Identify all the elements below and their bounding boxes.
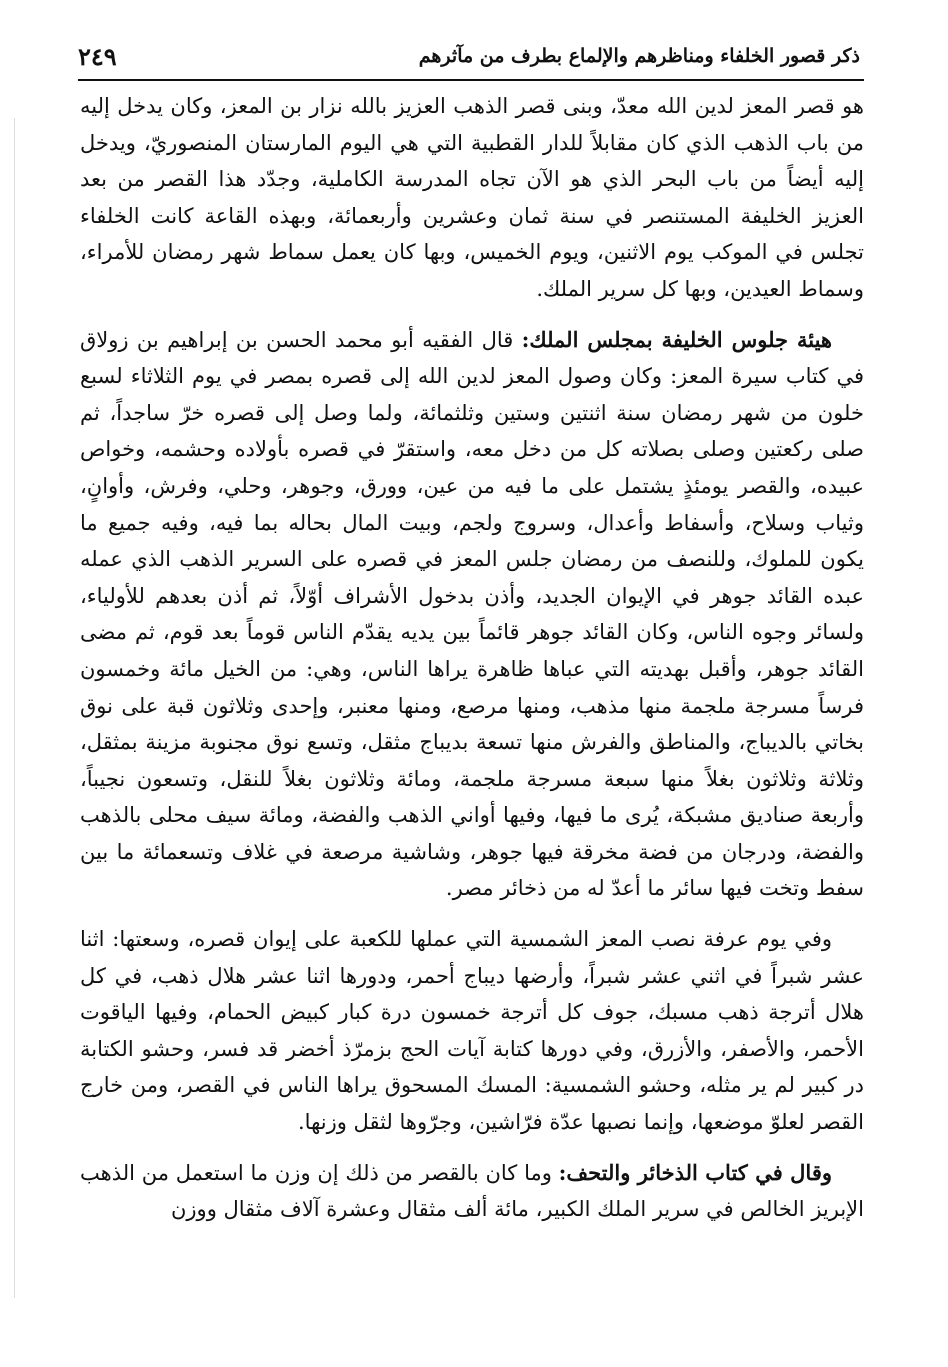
paragraph-1-text: هو قصر المعز لدين الله معدّ، وبنى قصر الذهب العزيز بالله نزار بن المعز، وكان يدخل إليه من باب الذهب الذي كان مقابلاً للدار القطبية التي هي اليوم المارستان المنصوريّ، ويدخل إليه أيضاً من باب البحر الذي هو الآن تجاه المدرسة الكاملية، وجدّد هذا القصر من بعد العزيز الخليفة المستنصر في سنة ثمان وعشرين وأربعمائة، وبهذه القاعة كانت الخلفاء تجلس في الموكب يوم الاثنين، ويوم الخميس، وبها كان يعمل سماط شهر رمضان للأمراء، وسماط العيدين، وبها كل سرير الملك. — [80, 94, 864, 301]
header-divider — [78, 79, 864, 81]
gutter-line — [14, 118, 15, 1298]
running-head — [78, 36, 860, 76]
paragraph-3 — [80, 921, 864, 1141]
body-text — [80, 88, 864, 1228]
paragraph-1 — [80, 88, 864, 308]
paragraph-4-heading: وقال في كتاب الذخائر والتحف: — [558, 1159, 832, 1185]
paragraph-2-heading: هيئة جلوس الخليفة بمجلس الملك: — [521, 326, 832, 352]
paragraph-4-text: وما كان بالقصر من ذلك إن وزن ما استعمل من الذهب الإبريز الخالص في سرير الملك الكبير، مائة ألف مثقال وعشرة آلاف مثقال ووزن — [80, 1160, 864, 1222]
paragraph-2 — [80, 322, 864, 908]
paragraph-3-text: وفي يوم عرفة نصب المعز الشمسية التي عملها للكعبة على إيوان قصره، وسعتها: اثنا عشر شبراً في اثني عشر شبراً، وأرضها ديباج أحمر، ودورها اثنا عشر هلال ذهب، في كل هلال أترجة ذهب مسبك، جوف كل أترجة خمسون درة كبار كبيض الحمام، وفيها الياقوت الأحمر، والأصفر، والأزرق، وفي دورها كتابة آيات الحج بزمرّذ أخضر قد فسر، وحشو الكتابة در كبير لم ير مثله، وحشو الشمسية: المسك المسحوق يراها الناس في القصر، ومن خارج القصر لعلوّ موضعها، وإنما نصبها عدّة فرّاشين، وجرّوها لثقل وزنها. — [80, 927, 864, 1135]
paragraph-2-text: قال الفقيه أبو محمد الحسن بن إبراهيم بن زولاق في كتاب سيرة المعز: وكان وصول المعز لدين الله إلى قصره بمصر في يوم الثلاثاء لسبع خلون من شهر رمضان سنة اثنتين وستين وثلثمائة، ولما وصل إلى قصره خرّ ساجداً، ثم صلى ركعتين وصلى بصلاته كل من دخل معه، واستقرّ في قصره بأولاده وحشمه، وخواص عبيده، والقصر يومئذٍ يشتمل على ما فيه من عين، وورق، وجوهر، وحلي، وفرش، وأوانٍ، وثياب وسلاح، وأسفاط وأعدال، وسروج ولجم، وبيت المال بحاله بما فيه، وفيه جميع ما يكون للملوك، وللنصف من رمضان جلس المعز في قصره على السرير الذهب الذي عمله عبده القائد جوهر في الإيوان الجديد، وأذن بدخول الأشراف أوّلاً، ثم أذن بعدهم للأولياء، ولسائر وجوه الناس، وكان القائد جوهر قائماً بين يديه يقدّم الناس قوماً بعد قوم، ثم مضى القائد جوهر، وأقبل بهديته التي عباها ظاهرة يراها الناس، وهي: من الخيل مائة وخمسون فرساً مسرجة ملجمة منها مذهب، ومنها مرصع، ومنها معنبر، وإحدى وثلاثون قبة على نوق بخاتي بالديباج، والمناطق والفرش منها تسعة بديباج مثقل، وتسع نوق مجنوبة مزينة بمثقل، وثلاثة وثلاثون بغلاً منها سبعة مسرجة ملجمة، ومائة وثلاثون بغلاً للنقل، وتسعون نجيباً، وأربعة صناديق مشبكة، يُرى ما فيها، وفيها أواني الذهب والفضة، ومائة سيف محلى بالذهب والفضة، ودرجان من فضة مخرقة فيها جوهر، وشاشية مرصعة في غلاف وتسعمائة ما بين سفط وتخت فيها سائر ما أعدّ له من ذخائر مصر. — [80, 327, 864, 901]
page-number: ٢٤٩ — [78, 41, 117, 71]
running-title: ذكر قصور الخلفاء ومناظرهم والإلماع بطرف من مآثرهم — [418, 45, 860, 67]
paragraph-4 — [80, 1155, 864, 1228]
